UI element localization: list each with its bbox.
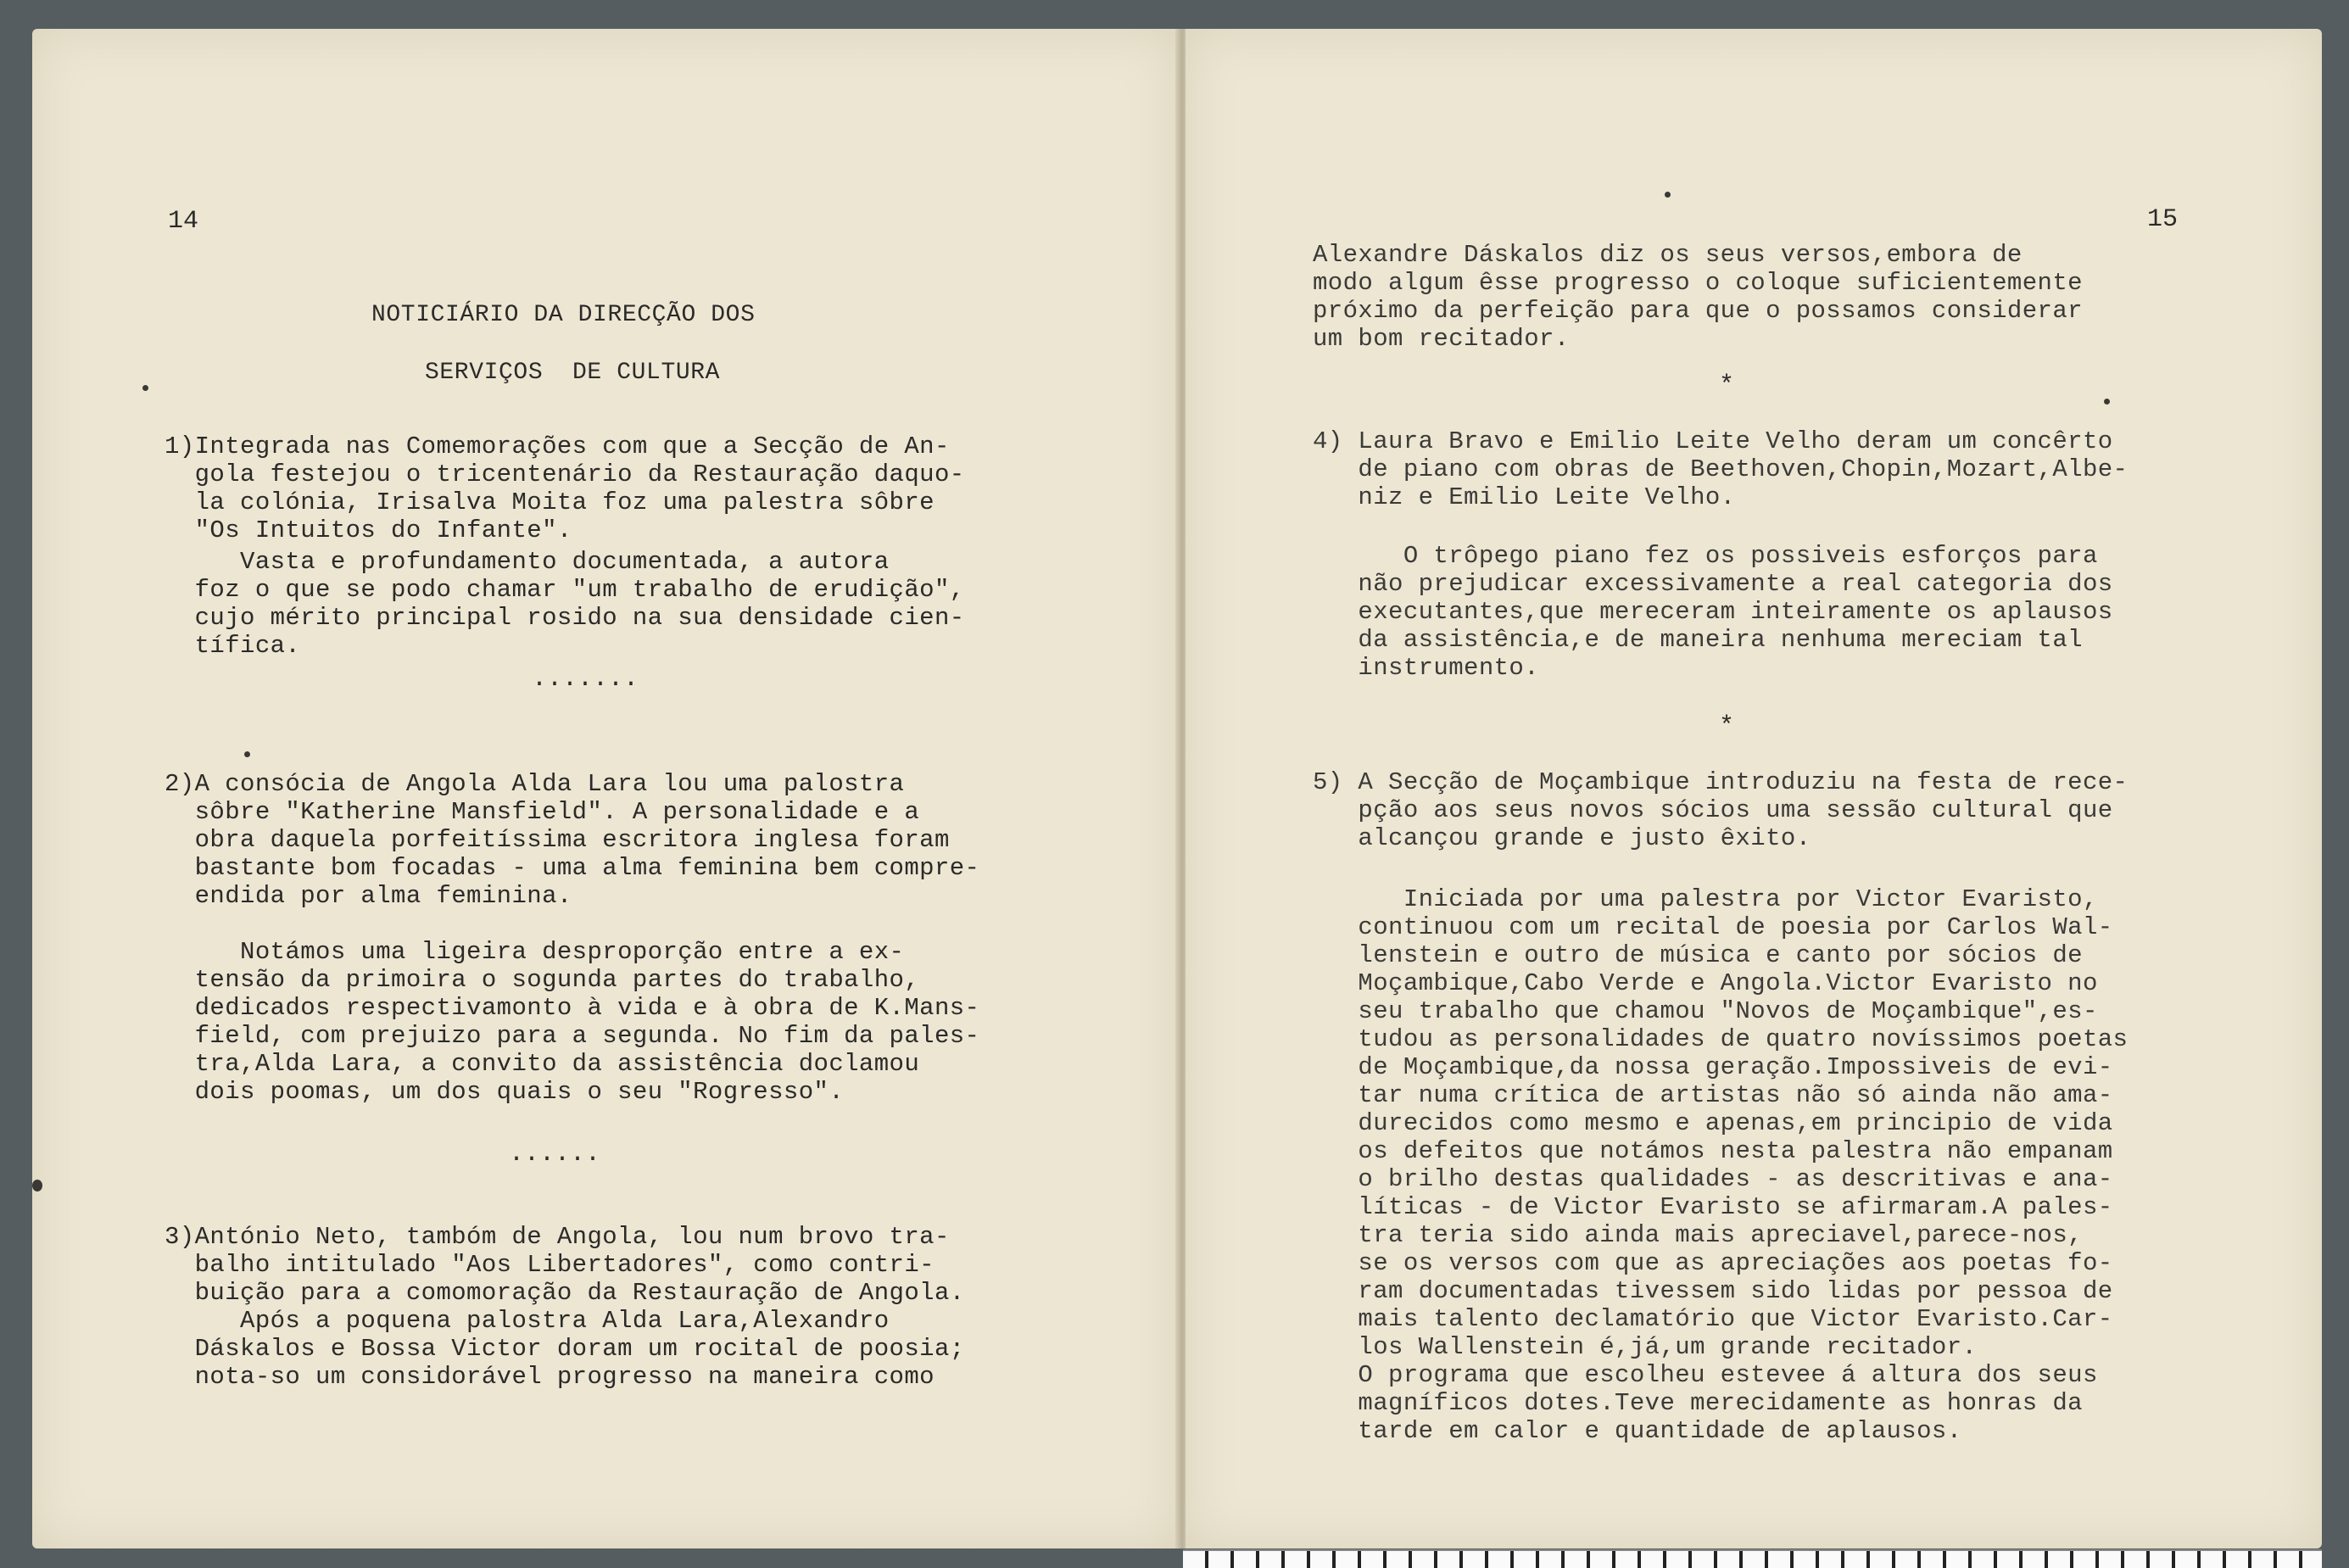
continuation-paragraph: Alexandre Dáskalos diz os seus versos,embora de modo algum êsse progresso o coloque suficientemente próximo da perfeição para que o possamos considerar um bom recitador. [1313, 241, 2083, 353]
left-page [32, 29, 1179, 1548]
news-item-1: 1)Integrada nas Comemorações com que a Secção de An- gola festejou o tricentenário da Restauração daquo- la colónia, Irisalva Moita foz uma palestra sôbre "Os Intuitos do Infante". [165, 432, 965, 544]
separator-asterisk-1: * [1719, 371, 1735, 400]
news-item-4: 4) Laura Bravo e Emilio Leite Velho deram um concêrto de piano com obras de Beethoven,Chopin,Mozart,Albe- niz e Emilio Leite Velho. [1313, 427, 2129, 511]
scale-ruler [1183, 1549, 2322, 1568]
dust-speck [32, 1180, 42, 1191]
separator-asterisk-2: * [1719, 712, 1735, 741]
news-item-5-comment: Iniciada por uma palestra por Victor Evaristo, continuou com um recital de poesia por Carlos Wal- lenstein e outro de música e canto por sócios de Moçambique,Cabo Verde e Angola.Victor Evaristo no seu trabalho que chamou "Novos de Moçambique",es- tudou as personalidades de quatro novíssimos poetas de Moçambique,da nossa geração.Impossiveis de evi- tar numa crítica de artistas não só ainda não ama- durecidos como mesmo e apenas,em principio de vida os defeitos que notámos nesta palestra não empanam o brilho destas qualidades - as descritivas e ana- líticas - de Victor Evaristo se afirmaram.A pales- tra teria sido ainda mais apreciavel,parece-nos, se os versos com que as apreciações aos poetas fo- ram documentadas tivessem sido lidas por pessoa de mais talento declamatório que Victor Evaristo.Car- los Wallenstein é,já,um grande recitador. O programa que escolheu estevee á altura dos seus magníficos dotes.Teve merecidamente as honras da tarde em calor e quantidade de aplausos. [1358, 885, 2129, 1445]
news-item-3: 3)António Neto, tambóm de Angola, lou num brovo tra- balho intitulado "Aos Libertadores", como contri- buição para a comomoração da Restauração de Angola. Após a poquena palostra Alda Lara,Alexandro Dáskalos e Bossa Victor doram um rocital de poosia; nota-so um considorável progresso na maneira como [165, 1223, 965, 1391]
news-item-1-comment: Vasta e profundamento documentada, a autora foz o que se podo chamar "um trabalho de erudição", cujo mérito principal rosido na sua densidade cien- tífica. [194, 548, 965, 660]
left-page-number: 14 [168, 207, 199, 236]
news-item-2-comment: Notámos uma ligeira desproporção entre a ex- tensão da primoira o sogunda partes do trabalho, dedicados respectivamonto à vida e à obra de K.Mans- field, com prejuizo para a segunda. No fim da pales- tra,Alda Lara, a convito da assistência doclamou dois poomas, um dos quais o seu "Rogresso". [194, 938, 980, 1106]
right-page-number: 15 [2147, 205, 2179, 234]
dust-speck [142, 385, 148, 391]
dust-speck [244, 751, 250, 757]
news-item-2: 2)A consócia de Angola Alda Lara lou uma palostra sôbre "Katherine Mansfield". A personalidade e a obra daquela porfeitíssima escritora inglesa foram bastante bom focadas - uma alma feminina bem compre- endida por alma feminina. [165, 770, 980, 910]
news-item-5: 5) A Secção de Moçambique introduziu na festa de rece- pção aos seus novos sócios uma sessão cultural que alcançou grande e justo êxito. [1313, 768, 2129, 852]
right-page [1186, 29, 2322, 1548]
dust-speck [2104, 399, 2110, 405]
news-item-4-comment: O trôpego piano fez os possiveis esforços para não prejudicar excessivamente a real categoria dos executantes,que mereceram inteiramente os aplausos da assistência,e de maneira nenhuma mereciam tal instrumento. [1358, 542, 2113, 682]
section-heading-line1: NOTICIÁRIO DA DIRECÇÃO DOS [371, 302, 756, 328]
section-heading-line2: SERVIÇOS DE CULTURA [425, 360, 721, 386]
separator-dots-1: ....... [532, 665, 639, 694]
separator-dots-2: ...... [509, 1140, 601, 1169]
dust-speck [1665, 192, 1671, 198]
